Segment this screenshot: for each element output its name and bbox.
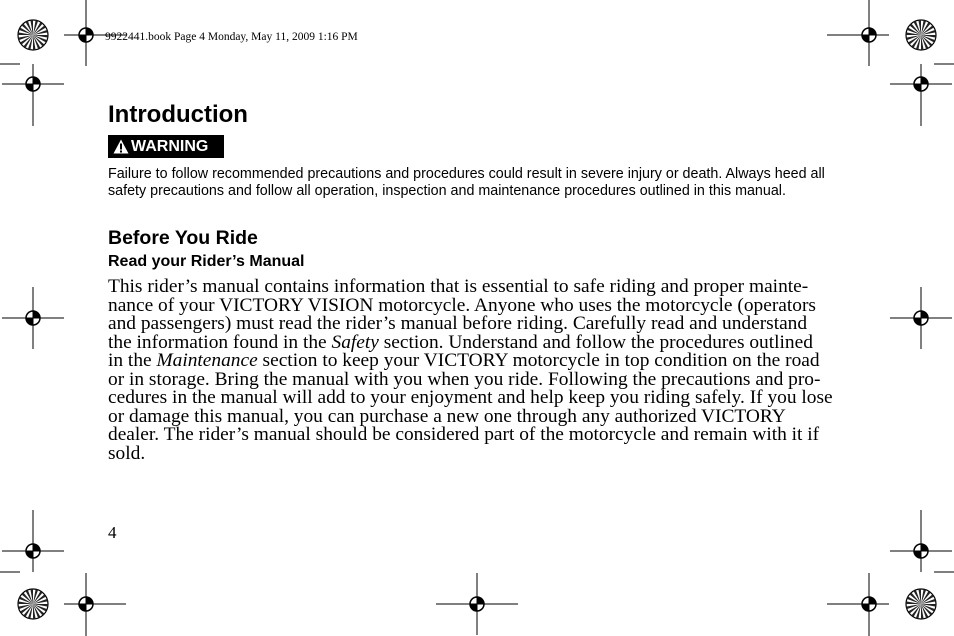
body-text-run: section to keep your VICTORY motorcycle in top condition on the road xyxy=(257,350,820,371)
star-target-icon xyxy=(906,20,936,50)
body-text-run: in the xyxy=(108,350,157,371)
body-text-run: the information found in the xyxy=(108,331,332,353)
star-target-icon xyxy=(906,589,936,619)
warning-label: WARNING xyxy=(131,137,209,155)
body-line: This rider’s manual contains information that is essential to safe riding and proper mainte- xyxy=(108,276,809,297)
section-title: Before You Ride xyxy=(108,227,258,249)
body-line: or in storage. Bring the manual with you when you ride. Following the precautions and pro- xyxy=(108,368,821,390)
body-line: cedures in the manual will add to your enjoyment and help keep you riding safely. If you lose xyxy=(108,387,833,408)
body-line: sold. xyxy=(108,442,146,464)
body-line: or damage this manual, you can purchase a new one through any authorized VICTORY xyxy=(108,405,786,427)
body-line: and passengers) must read the rider’s manual before riding. Carefully read and understand xyxy=(108,313,808,334)
warning-triangle-icon xyxy=(113,139,129,154)
section-reference: Safety xyxy=(331,331,379,353)
body-paragraph xyxy=(108,278,832,463)
body-line: dealer. The rider’s manual should be considered part of the motorcycle and remain with it if xyxy=(108,424,820,445)
warning-badge xyxy=(108,135,224,158)
subsection-title: Read your Rider’s Manual xyxy=(108,253,305,270)
body-text-run: section. Understand and follow the procedures outlined xyxy=(378,331,813,353)
star-target-icon xyxy=(18,20,48,50)
warning-text: Failure to follow recommended precautions and procedures could result in severe injury or death. Always heed all safety precautions and follow all operation, inspection and maintenance procedures outlined in this manual. xyxy=(108,166,825,199)
body-line xyxy=(108,352,832,371)
body-line: nance of your VICTORY VISION motorcycle. Anyone who uses the motorcycle (operators xyxy=(108,294,816,316)
section-reference: Maintenance xyxy=(156,350,258,371)
book-slug: 9922441.book Page 4 Monday, May 11, 2009 1:16 PM xyxy=(105,31,358,43)
page-number: 4 xyxy=(108,523,117,542)
star-target-icon xyxy=(18,589,48,619)
page-title: Introduction xyxy=(108,101,248,128)
